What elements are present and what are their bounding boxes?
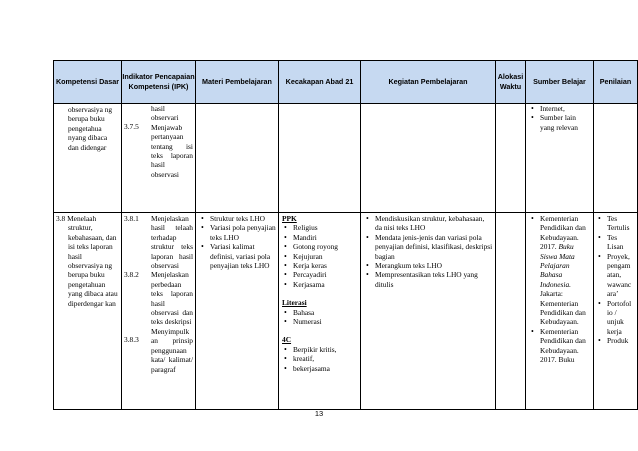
list-item: • Kerjasama (293, 280, 355, 289)
list-item: • Merangkum teks LHO (375, 261, 493, 270)
list-item: • Numerasi (293, 317, 355, 326)
header-kegiatan: Kegiatan Pembelajaran (361, 61, 496, 104)
list-item: • Religius (293, 223, 355, 232)
lesson-plan-table (53, 60, 638, 410)
ipk-number: 3.8.1 (124, 214, 139, 223)
kd-text: struktur, kebahasaan, dan isi teks laporan hasil observasiya ng berupa buku pengetahuan yang dibaca atau diperdengar kan (68, 223, 118, 308)
table-row (54, 213, 638, 410)
table-row (54, 104, 638, 213)
list-item: • Produk (607, 336, 635, 345)
materi-cell (196, 213, 279, 410)
kd-number: 3.8 (56, 214, 66, 223)
list-item: • Bahasa (293, 308, 355, 317)
ipk-text: Menyimpulk an prinsip penggunaan kata/ kalimat/ paragraf (151, 326, 193, 374)
ppk-heading: PPK (282, 214, 297, 223)
list-item: • Tes Tertulis (607, 214, 635, 233)
kegiatan-list (361, 213, 495, 289)
sumber-list (526, 104, 593, 132)
list-item: • Kerja keras (293, 261, 355, 270)
header-penilaian: Penilaian (594, 61, 638, 104)
ipk-cell (122, 104, 196, 213)
literasi-list (282, 308, 357, 327)
header-alokasi: Alokasi Waktu (496, 61, 526, 104)
list-item: • Variasi pola penyajian teks LHO (210, 223, 276, 242)
list-item: • Mempresentasikan teks LHO yang ditulis (375, 270, 493, 289)
kd-cell (54, 213, 122, 410)
penilaian-list (594, 213, 637, 346)
header-sumber: Sumber Belajar (526, 61, 594, 104)
sumber-list (526, 213, 593, 365)
sumber-pre: Kementerian Pendidikan dan Kebudayaan. 2017. (540, 214, 586, 252)
list-item: • Tes Lisan (607, 233, 635, 252)
sumber-post: Jakarta: Kementerian Pendidikan dan Kebudayaan. (540, 289, 586, 327)
kegiatan-cell (361, 213, 496, 410)
list-item: • Portofol io / unjuk kerja (607, 299, 635, 337)
4c-heading: 4C (282, 335, 292, 345)
list-item: • bekerjasama (293, 364, 355, 373)
list-item (540, 214, 591, 327)
header-materi: Materi Pembelajaran (196, 61, 279, 104)
header-ipk: Indikator Pencapaian Kompetensi (IPK) (122, 61, 196, 104)
sumber-book-title: Buku Siswa Mata Pelajaran Bahasa Indonesia. (540, 242, 575, 289)
4c-list (282, 345, 357, 373)
kd-text: observasiya ng berupa buku pengetahua nyang dibaca dan didengar (68, 105, 113, 152)
ipk-text: Menjelaskan hasil telaah terhadap struktur teks laporan hasil observasi (151, 214, 193, 271)
sumber-cell (526, 213, 594, 410)
list-item: • Percayadiri (293, 270, 355, 279)
list-item: • Struktur teks LHO (210, 214, 276, 223)
table-header-row (54, 61, 638, 104)
penilaian-cell (594, 213, 638, 410)
ppk-list (282, 223, 357, 289)
ipk-cell (122, 213, 196, 410)
sumber-cell (526, 104, 594, 213)
materi-list (196, 213, 278, 270)
literasi-heading: Literasi (282, 298, 307, 308)
kd-lead-text: Menelaah (67, 214, 97, 223)
list-item: • Variasi kalimat definisi, variasi pola penyajian teks LHO (210, 242, 276, 270)
kecakapan-cell (279, 213, 361, 410)
kd-cell (54, 104, 122, 213)
list-item: • Mendata jenis-jenis dan variasi pola penyajian definisi, klasifikasi, deskripsi bagian (375, 233, 493, 261)
list-item: • Mandiri (293, 233, 355, 242)
list-item: • Kementerian Pendidikan dan Kebudayaan. 2017. Buku (540, 327, 591, 365)
list-item: • Sumber lain yang relevan (540, 113, 591, 132)
list-item: • Kejujuran (293, 252, 355, 261)
list-item: • kreatif, (293, 354, 355, 363)
header-kecakapan: Kecakapan Abad 21 (279, 61, 361, 104)
ipk-number: 3.7.5 (124, 122, 139, 131)
page-number: 13 (314, 409, 324, 418)
list-item: • Mendiskusikan struktur, kebahasaan, da nisi teks LHO (375, 214, 493, 233)
ipk-number: 3.8.2 (124, 270, 139, 279)
list-item: • Internet, (540, 104, 591, 113)
ipk-number: 3.8.3 (124, 335, 139, 344)
list-item: • Berpikir kritis, (293, 345, 355, 354)
ipk-text: Menjelaskan perbedaan teks laporan hasil observasi dan teks deskripsi (151, 270, 193, 327)
list-item: • Gotong royong (293, 242, 355, 251)
header-kd: Kompetensi Dasar (54, 61, 122, 104)
list-item: • Proyek, pengam atan, wawanc ara’ (607, 252, 635, 299)
ipk-text: hasil observari Menjawab pertanyaan tentang isi teks laporan hasil observasi (151, 104, 193, 179)
